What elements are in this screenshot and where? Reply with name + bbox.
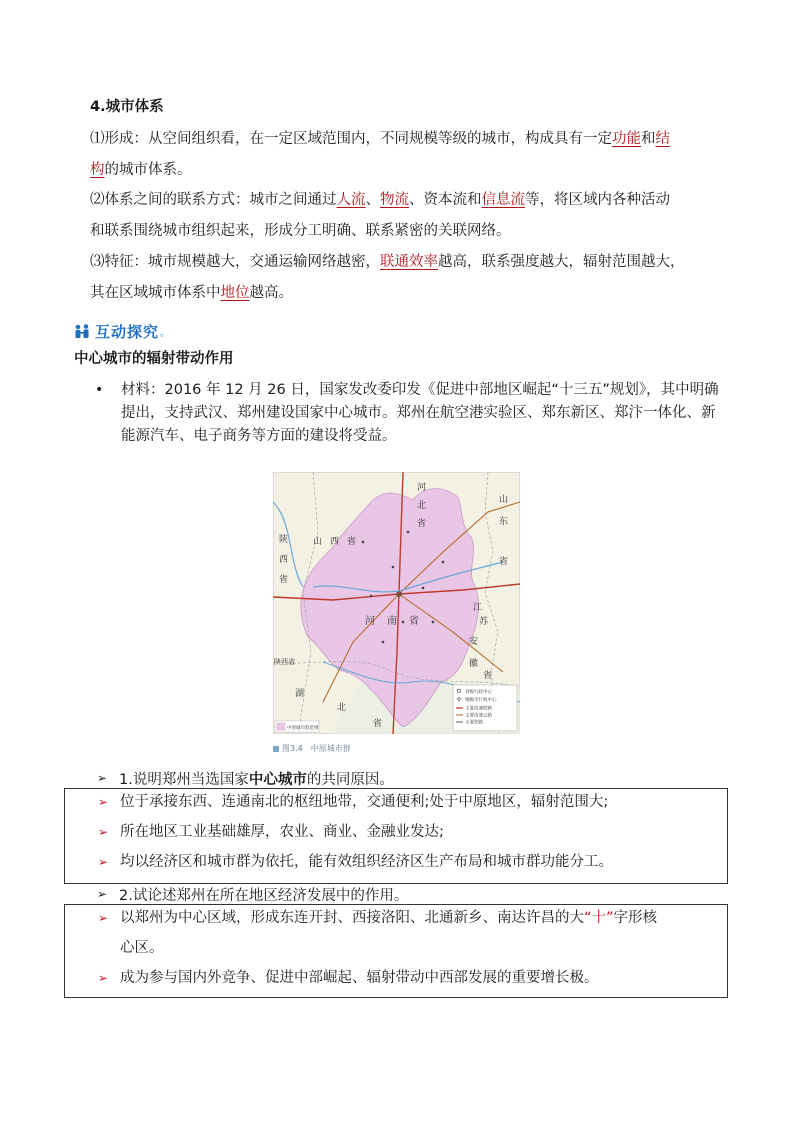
arrow-bullet-icon: ➢ <box>98 825 109 839</box>
answer-1-item: ➢ 所在地区工业基础雄厚，农业、商业、金融业发达; <box>98 817 718 847</box>
section-dot: 。 <box>160 327 171 339</box>
map-label-shaanxi: 陕西省 <box>279 535 289 585</box>
answer-box-1 <box>64 788 728 884</box>
arrow-bullet-icon: ➢ <box>97 887 108 901</box>
map-label-shaanxi-small: 陕西省 <box>274 658 295 666</box>
question-1: ➢ 1.说明郑州当选国家 中心城市 的共同原因。 <box>97 771 394 788</box>
svg-text:主要高速公路: 主要高速公路 <box>465 713 492 719</box>
svg-text:省级行政中心: 省级行政中心 <box>465 690 492 695</box>
map-label-shanxi: 山 西 省 <box>313 537 357 547</box>
material-text: 材料：2016 年 12 月 26 日，国家发改委印发《促进中部地区崛起“十三五”规划》，其中明确提出，支持武汉、郑州建设国家中心城市。郑州在航空港实验区、郑东新区、郑汴一体化、新能源汽车、电子商务等方面的建设将受益。 <box>121 382 719 444</box>
section-title: 互动探究 <box>95 322 160 341</box>
answer-2-item: ➢ 以郑州为中心区域，形成东连开封、西接洛阳、北通新乡、南达许昌的大“十”字形核 心区。 <box>98 903 718 963</box>
svg-text:地级市行政中心: 地级市行政中心 <box>465 698 497 703</box>
feature-paragraph: ⑶特征：城市规模越大，交通运输网络越密，联通效率越高，联系强度越大，辐射范围越大， 其在区域城市体系中地位越高。 <box>90 254 685 301</box>
answer-1-item: ➢ 位于承接东西、连通南北的枢纽地带，交通便利;处于中原地区，辐射范围大; <box>98 787 718 817</box>
people-icon <box>74 323 91 340</box>
svg-text:主要高速铁路: 主要高速铁路 <box>465 706 492 712</box>
material-bullet <box>95 379 735 448</box>
bullet-mark: • <box>95 382 104 398</box>
arrow-bullet-icon: ➢ <box>97 771 108 785</box>
arrow-bullet-icon: ➢ <box>98 795 109 809</box>
figure-caption <box>273 743 351 754</box>
section-heading: 4.城市体系 <box>90 99 164 115</box>
caption-marker <box>273 746 279 752</box>
central-plains-map <box>273 472 520 734</box>
interactive-section-header <box>74 320 170 342</box>
arrow-bullet-icon: ➢ <box>98 971 109 985</box>
svg-text:主要铁路: 主要铁路 <box>465 720 483 726</box>
question-2: ➢ 2.试论述郑州在所在地区经济发展中的作用。 <box>97 887 409 904</box>
map-label-jiangsu: 江苏 <box>473 603 489 627</box>
answer-2-item: ➢ 成为参与国内外竞争、促进中部崛起、辐射带动中西部发展的重要增长极。 <box>98 963 718 993</box>
arrow-bullet-icon: ➢ <box>98 911 109 925</box>
caption-text: 图3.4 中原城市群 <box>282 744 351 753</box>
map-legend <box>453 685 517 731</box>
answer-box-2 <box>64 904 728 998</box>
map-label-shandong: 山东省 <box>499 495 509 567</box>
arrow-bullet-icon: ➢ <box>98 855 109 869</box>
svg-text:中原城市群范围: 中原城市群范围 <box>287 726 319 731</box>
formation-paragraph: ⑴形成：从空间组织看，在一定区域范围内，不同规模等级的城市，构成具有一定功能和结 构的城市体系。 <box>90 131 670 178</box>
map-label-hubei: 湖北省 <box>295 689 383 729</box>
map-label-hebei: 河北省 <box>417 483 427 529</box>
subheading: 中心城市的辐射带动作用 <box>74 351 234 367</box>
area-legend <box>275 721 319 732</box>
connection-paragraph: ⑵体系之间的联系方式：城市之间通过人流、物流、资本流和信息流等，将区域内各种活动 和联系围绕城市组织起来，形成分工明确、联系紧密的关联网络。 <box>90 192 670 239</box>
answer-1-item: ➢ 均以经济区和城市群为依托，能有效组织经济区生产布局和城市群功能分工。 <box>98 847 718 877</box>
map-label-anhui: 安徽省 <box>469 637 493 681</box>
map-label-henan: 河 南 省 <box>365 616 419 627</box>
